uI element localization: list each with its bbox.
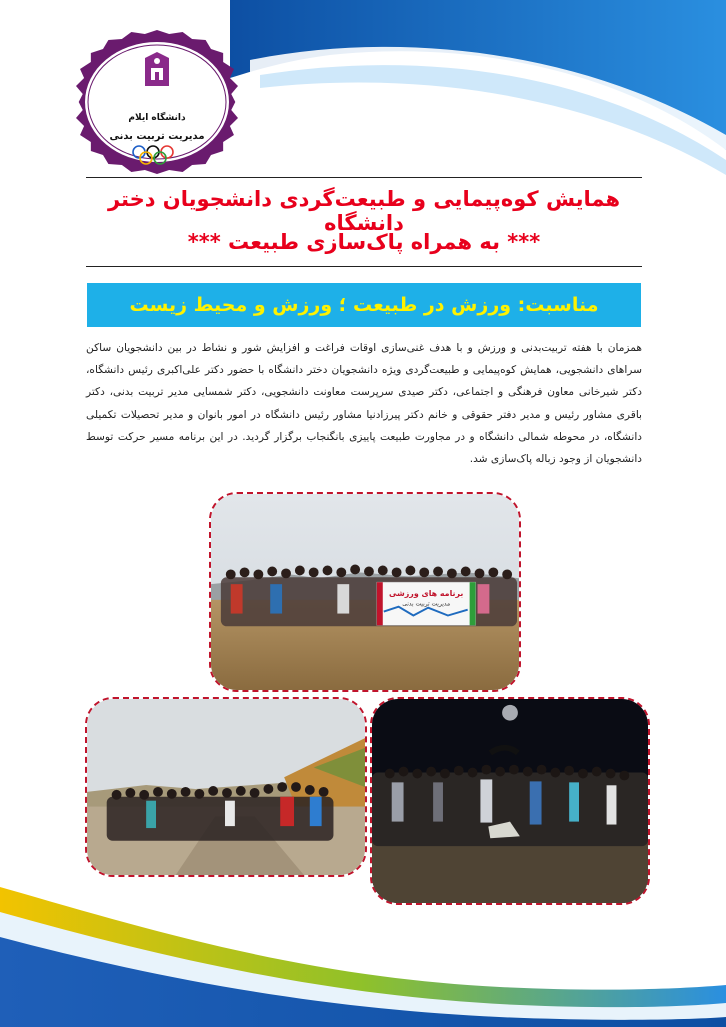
occasion-banner (87, 283, 641, 327)
occasion-text: مناسبت: ورزش در طبیعت ؛ ورزش و محیط زیست (129, 294, 599, 316)
page-title: همایش کوه‌پیمایی و طبیعت‌گردی دانشجویان دختر دانشگاه (107, 187, 621, 235)
bottom-wave-decoration (0, 867, 726, 1027)
title-top-rule (86, 177, 642, 178)
photo-banner-subtitle: مدیریت تربیت بدنی (402, 601, 451, 608)
seal-department-name: مدیریت تربیت بدنی (109, 131, 205, 142)
university-seal-logo (72, 28, 242, 176)
photo-banner-title: برنامه های ورزشی (389, 588, 464, 598)
article-body: همزمان با هفته تربیت‌بدنی و ورزش و با هدف غنی‌سازی اوقات فراغت و افزایش شور و نشاط در بین دانشجویان ساکن سراهای دانشجویی، همایش کوه‌پیمایی و طبیعت‌گردی ویژه دانشجویان دختر دانشگاه با حضور دکتر علی‌اکبری رئیس دانشگاه، دکتر شیرخانی معاون فرهنگی و اجتماعی، دکتر صیدی سرپرست معاونت دانشجویی، دکتر شمسایی مدیر تربیت بدنی، دکتر باقری مشاور رئیس و مدیر دفتر حقوقی و خانم دکتر پیرزادنیا مشاور رئیس دانشگاه در امور بانوان و مدیر تحصیلات تکمیلی دانشگاه، در محوطه شمالی دانشگاه و در مجاورت طبیعت پاییزی بانگنجاب برگزار گردید. در این برنامه مسیر حرکت توسط دانشجویان از وجود زباله پاک‌سازی شد. (86, 342, 642, 466)
photo-group-with-banner (209, 492, 521, 692)
photo-group-on-road (85, 697, 367, 877)
page-subtitle: *** به همراه پاک‌سازی طبیعت *** (187, 230, 541, 254)
seal-university-name: دانشگاه ایلام (128, 113, 186, 123)
university-emblem-icon (145, 52, 169, 86)
title-bottom-rule (86, 266, 642, 267)
